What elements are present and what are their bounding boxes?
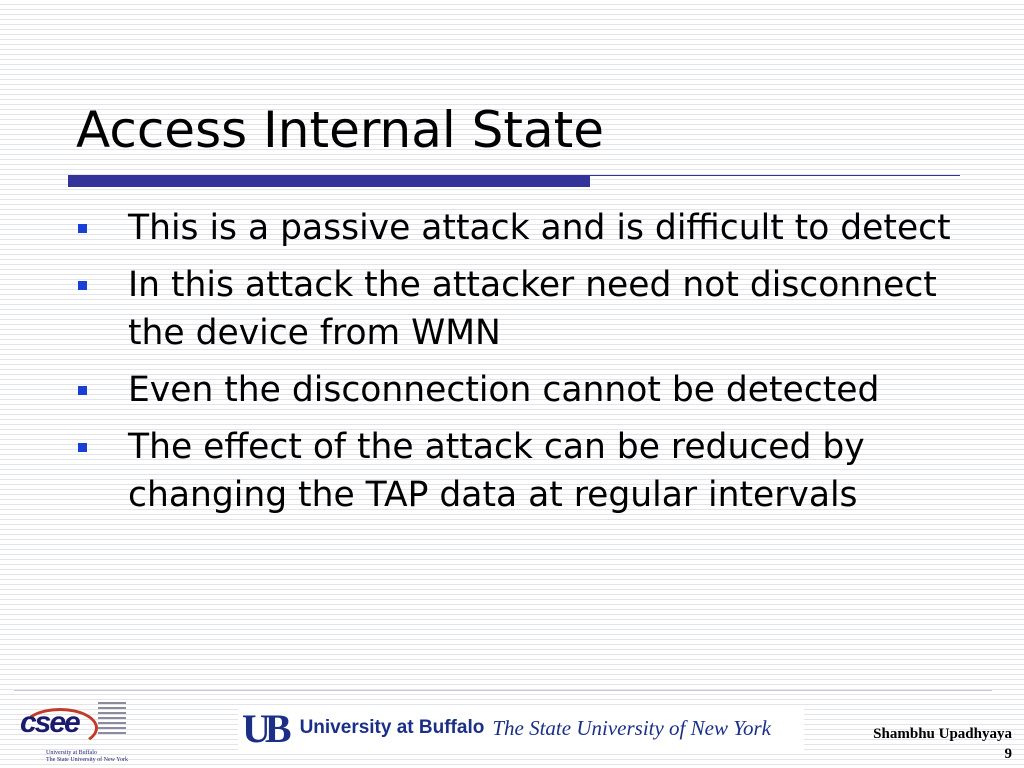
footer-divider <box>14 690 992 691</box>
university-name: University at Buffalo <box>299 717 485 738</box>
csee-logo-subtext: University at Buffalo The State University of New York <box>46 750 128 763</box>
csee-logo-text: csee <box>20 706 79 739</box>
ub-logo: UB <box>242 705 286 751</box>
title-underline-thin <box>590 175 960 176</box>
bullet-item <box>76 204 976 252</box>
bullet-text: This is a passive attack and is difficult to detect <box>128 208 951 248</box>
square-bullet-icon <box>78 443 87 452</box>
square-bullet-icon <box>78 224 87 233</box>
bullet-text: Even the disconnection cannot be detected <box>128 370 880 410</box>
bullet-text: The effect of the attack can be reduced by changing the TAP data at regular intervals <box>128 427 865 515</box>
square-bullet-icon <box>78 386 87 395</box>
slide-title: Access Internal State <box>76 101 605 159</box>
bullet-item <box>76 423 976 519</box>
title-underline-thick <box>68 175 590 187</box>
square-bullet-icon <box>78 281 87 290</box>
csee-logo <box>16 698 128 766</box>
ub-banner <box>238 706 804 750</box>
author-block <box>873 724 1012 764</box>
author-name: Shambhu Upadhyaya <box>873 726 1012 742</box>
bullet-list <box>76 204 976 528</box>
page-number: 9 <box>1004 746 1012 762</box>
bullet-item <box>76 366 976 414</box>
bullet-text: In this attack the attacker need not disconnect the device from WMN <box>128 265 937 353</box>
logo-side-lines <box>98 702 126 737</box>
university-tagline: The State University of New York <box>492 715 771 740</box>
bullet-item <box>76 261 976 357</box>
